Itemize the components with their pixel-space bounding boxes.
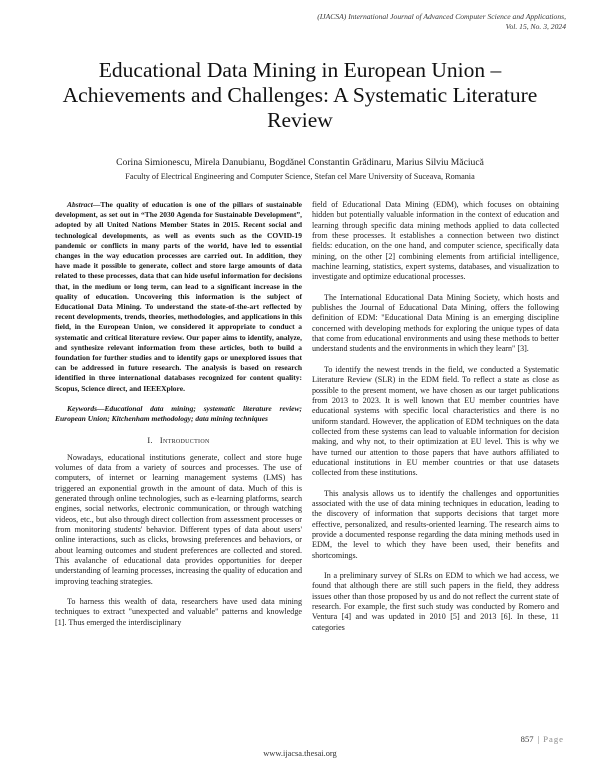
affiliation: Faculty of Electrical Engineering and Computer Science, Stefan cel Mare University of Suceava, Romania [125, 172, 475, 181]
intro-paragraph-4: The International Educational Data Mining Society, which hosts and publishes the Journal of Educational Data Mining, offers the following definition of EDM: "Educational Data Mining is an emerging discipline concerned with developing methods for exploring the unique types of data that come from educational environments and using these methods to better understand students and the environments in which they learn" [3]. [312, 292, 559, 354]
abstract-text: —The quality of education is one of the pillars of sustainable development, as set out in “The 2030 Agenda for Sustainable Development”, adopted by all United Nations Member States in 2015. Recent social and technological developments, as well as events such as the COVID-19 pandemic or conflicts in many parts of the world, have led to essential changes in the way education processes are carried out. In addition, they have made it possible to generate, collect and store large amounts of data related to these processes, data that can hide useful information for decisions that, in the medium or long term, can lead to a significant increase in the quality of education. Uncovering this information is the subject of Educational Data Mining. To understand the state-of-the-art reflected by recent developments, trends, theories, methodologies, and applications in this field, in the European Union, we considered it appropriate to conduct a systematic and critical literature review. Our paper aims to identify, analyze, and synthesize relevant information from these articles, both to build a foundation for further studies and to identify gaps or unexplored issues that can be addressed in future research. The analysis is based on research identified in three international databases recognized for content quality: Scopus, Science direct, and IEEEXplore. [55, 200, 302, 393]
keywords-text: —Educational data mining; systematic literature review; European Union; Kitchenham methodology; data mining techniques [55, 403, 302, 424]
intro-paragraph-7: In a preliminary survey of SLRs on EDM to which we had access, we found that although there are still such papers in the field, they address issues other than those proposed by us and do not reflect the current state of research. For example, the first such study was conducted by Romero and Ventura [4] and was updated in 2010 [5] and 2013 [6]. In these, 11 categories [312, 571, 559, 632]
intro-paragraph-6: This analysis allows us to identify the challenges and opportunities associated with the use of data mining techniques in education, leading to the discovery of information that supports decisions that target more effective, personalized, and results-oriented learning. The research aims to provide a documented response regarding the data mining methods used in EDM, the level to which they have been used, their benefits and shortcomings. [312, 488, 559, 560]
intro-paragraph-1: Nowadays, educational institutions generate, collect and store huge volumes of data from a variety of sources and processes. The use of computers, of internet or learning management systems (LMS) has triggered an exponential growth in the amount of data. Much of this is generated through online technologies, such as e-learning platforms, search engines, social networks, electronic communication, or through watching videos, etc., but also through direct collection from assessment processes or from monitoring students' behavior. Different types of data about users' online interactions, such as clicks, browsing preferences and behaviors, or about learning outcomes and student preferences are collected and stored. This avalanche of educational data provides opportunities for deeper understanding of learning processes, increasing the quality of education and improving teaching strategies. [55, 452, 302, 586]
keywords [55, 404, 302, 424]
journal-volume: Vol. 15, No. 3, 2024 [505, 22, 566, 31]
page-label: Page [543, 734, 564, 744]
abstract [55, 200, 302, 394]
intro-paragraph-2: To harness this wealth of data, researchers have used data mining techniques to extract "unexpected and valuable" patterns and knowledge [1]. Thus emerged the interdisciplinary [55, 597, 302, 627]
section-title: Introduction [159, 436, 210, 446]
right-column [312, 200, 559, 633]
section-number: I. [147, 436, 153, 446]
intro-paragraph-3: field of Educational Data Mining (EDM), which focuses on obtaining hidden but potentially valuable information in the context of education and learning through specific data mining methods applied to data collected from these processes. It establishes a connection between two distinct fields: education, on the one hand, and computer science, specifically data mining, on the other [2] combining elements from artificial intelligence, machine learning, statistics, expert systems, databases, and visualization to investigate and optimize educational processes. [312, 200, 559, 282]
journal-header [226, 12, 566, 32]
paper-title: Educational Data Mining in European Union – Achievements and Challenges: A Systematic Literature Review [62, 58, 538, 132]
journal-url: www.ijacsa.thesai.org [263, 749, 337, 758]
abstract-label: Abstract [67, 200, 93, 209]
intro-paragraph-5: To identify the newest trends in the field, we conducted a Systematic Literature Review (SLR) in the EDM field. To reflect a state as close as possible to the present moment, we have chosen as our target publications from 2013 to 2023. It is well known that EU member countries have educational systems with specific local characteristics and there is no uniform standard. However, the application of EDM techniques on the data collected from these systems can lead to valuable information for decision making, and why not, to their optimization at EU level. This is why we have turned our attention to those papers that have authors affiliated to educational institutions in EU member countries or that use datasets collected from these institutions. [312, 364, 559, 478]
page-number-value: 857 [520, 734, 534, 744]
author-list: Corina Simionescu, Mirela Danubianu, Bogdănel Constantin Grădinaru, Marius Silviu Măciucă [116, 157, 484, 168]
section-heading-introduction [55, 436, 302, 446]
left-column [55, 200, 302, 628]
page-separator: | [537, 734, 540, 744]
keywords-label: Keywords [67, 403, 97, 413]
journal-citation: (IJACSA) International Journal of Advanced Computer Science and Applications, [317, 12, 566, 21]
page-number [521, 734, 564, 744]
